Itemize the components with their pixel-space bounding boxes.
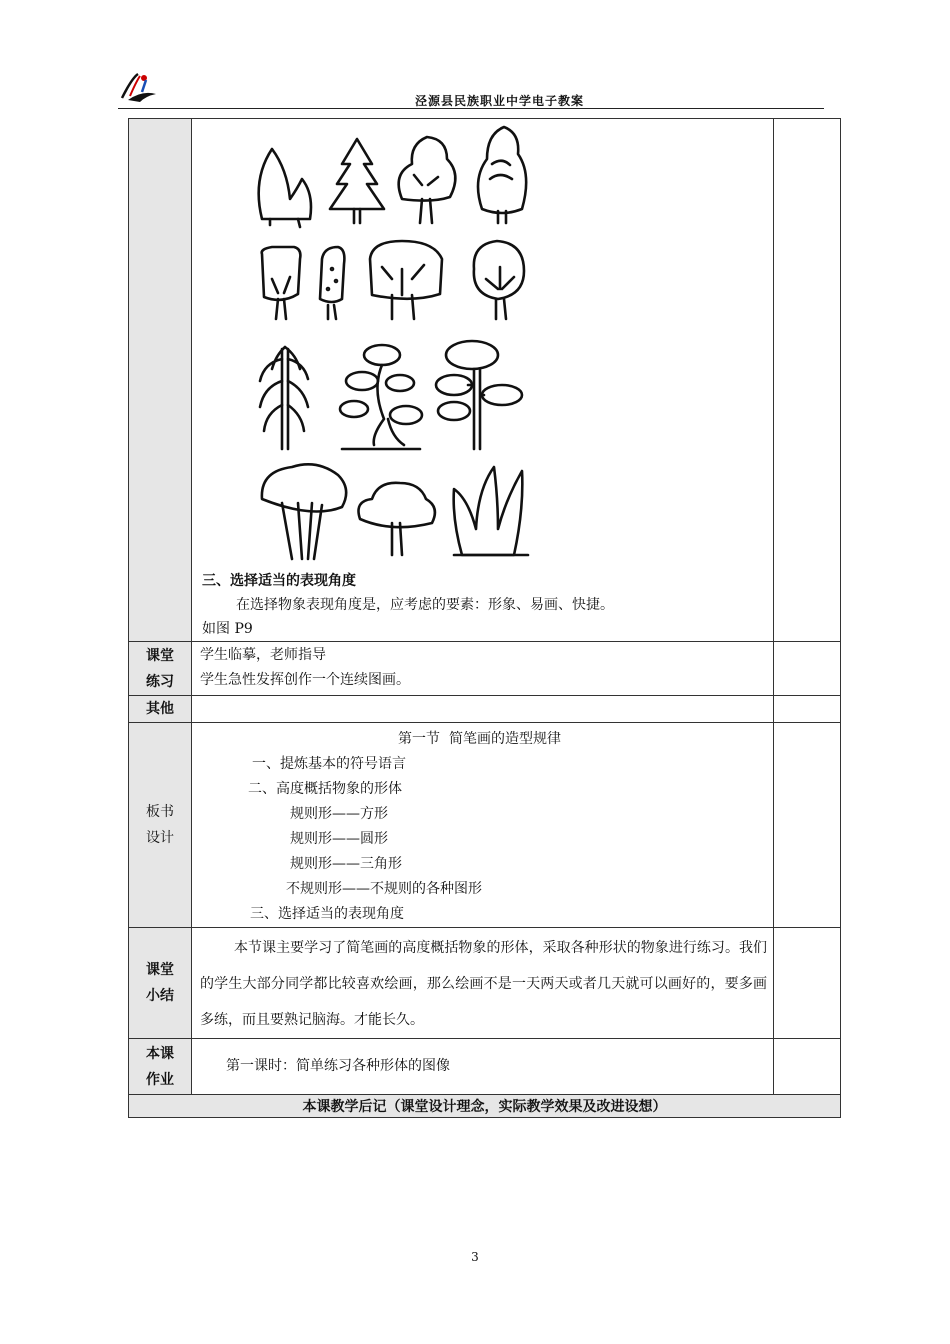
board-cell [192,723,774,928]
tree-drawing [359,483,435,555]
school-logo [118,70,160,104]
tree-drawing [262,464,346,559]
board-label: 板书 设计 [129,723,192,928]
tree-illustrations [192,119,773,569]
remark-cell [774,1039,841,1095]
remark-cell [774,119,841,642]
homework-cell [192,1039,774,1095]
tree-drawing [370,241,442,319]
other-row [129,696,841,723]
practice-line-2: 学生急性发挥创作一个连续图画。 [200,672,410,688]
content-row [129,119,841,642]
board-line: 第一节 简笔画的造型规律 [398,731,561,747]
tree-drawing [259,149,311,227]
tree-drawing [320,247,344,319]
footer-row [129,1095,841,1118]
school-name: 泾源县民族职业中学电子教案 [414,94,584,108]
tree-drawing [454,467,528,555]
section-3-text: 在选择物象表现角度是，应考虑的要素：形象、易画、快捷。 [236,597,614,613]
header-rule [118,108,824,109]
board-line: 规则形——方形 [290,806,388,822]
after-class-notes-heading: 本课教学后记（课堂设计理念，实际教学效果及改进设想） [129,1095,841,1118]
homework-label: 本课 作业 [129,1039,192,1095]
board-line: 一、提炼基本的符号语言 [252,756,406,772]
remark-cell [774,642,841,696]
board-line: 三、选择适当的表现角度 [250,906,404,922]
homework-row [129,1039,841,1095]
homework-text: 第一课时：简单练习各种形体的图像 [226,1058,450,1074]
board-line: 规则形——三角形 [290,856,402,872]
practice-line-1: 学生临摹，老师指导 [200,647,326,663]
remark-cell [774,928,841,1039]
practice-row [129,642,841,696]
practice-label: 课堂 练习 [129,642,192,696]
tree-drawings-image [242,119,542,564]
tree-drawing [262,247,301,319]
summary-cell [192,928,774,1039]
board-line: 不规则形——不规则的各种图形 [286,881,482,897]
tree-drawing [436,341,522,449]
content-cell [192,119,774,642]
tree-drawing [478,127,526,223]
summary-label: 课堂 小结 [129,928,192,1039]
practice-cell [192,642,774,696]
section-3-title: 三、选择适当的表现角度 [202,573,356,589]
summary-text: 本节课主要学习了简笔画的高度概括物象的形体，采取各种形状的物象进行练习。我们的学生大部分同学都比较喜欢绘画，那么绘画不是一天两天或者几天就可以画好的，要多画多练，而且要熟记脑海。才能长久。 [200,940,767,1028]
remark-cell [774,723,841,928]
section-3-ref: 如图 P9 [202,621,253,637]
remark-cell [774,696,841,723]
tree-drawing [340,345,422,449]
tree-drawing [474,241,524,319]
content-label-cell [129,119,192,642]
board-line: 规则形——圆形 [290,831,388,847]
page-number: 3 [471,1250,479,1264]
section-3 [192,569,773,641]
other-label: 其他 [129,696,192,723]
other-cell [192,696,774,723]
board-row [129,723,841,928]
lesson-plan-table [128,118,841,1118]
tree-drawing [399,137,456,223]
tree-drawing [330,139,384,223]
page-header [118,70,824,110]
summary-row [129,928,841,1039]
board-line: 二、高度概括物象的形体 [248,781,402,797]
tree-drawing [260,347,308,449]
